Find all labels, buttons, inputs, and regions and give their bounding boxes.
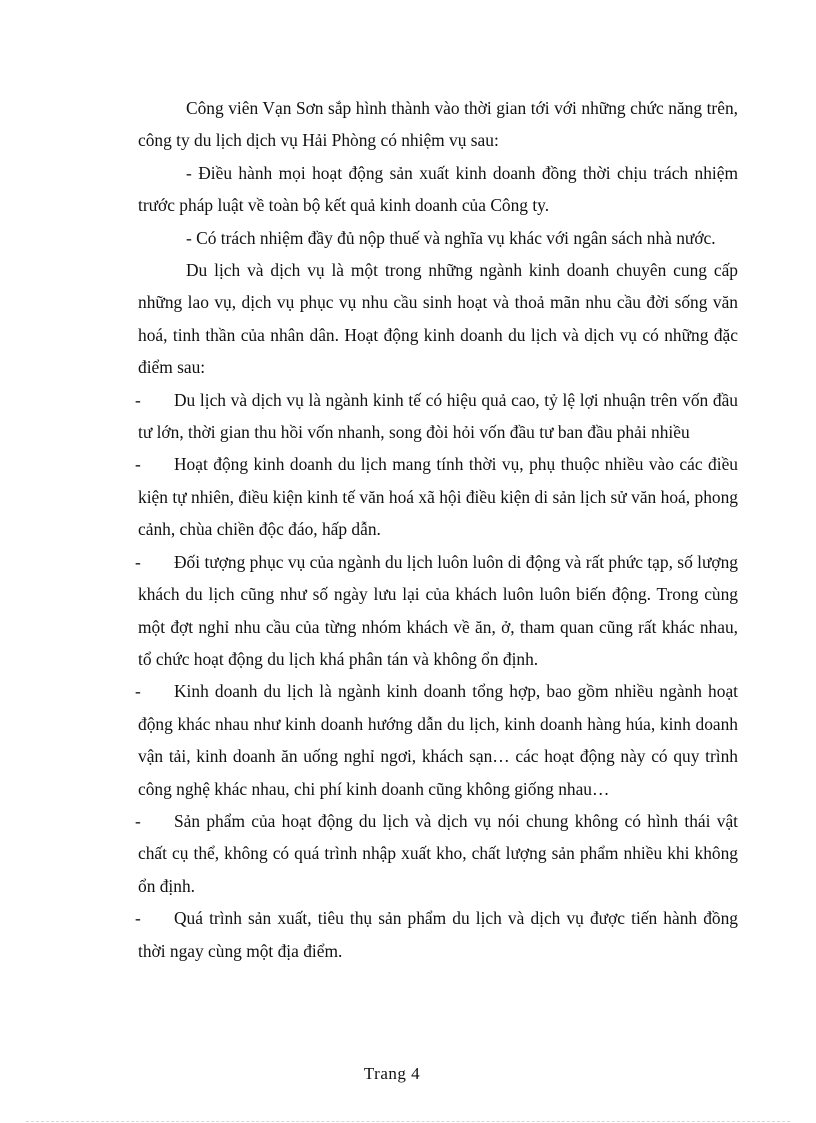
list-item: [135, 546, 738, 676]
bullet-dash: -: [135, 389, 141, 410]
list-item: [135, 448, 738, 545]
list-item-text: Quá trình sản xuất, tiêu thụ sản phẩm du lịch và dịch vụ được tiến hành đồng thời ngay cùng một địa điểm.: [138, 908, 738, 961]
paragraph-characteristics: Du lịch và dịch vụ là một trong những ngành kinh doanh chuyên cung cấp những lao vụ, dịch vụ phục vụ nhu cầu sinh hoạt và thoả mãn nhu cầu đời sống văn hoá, tinh thần của nhân dân. Hoạt động kinh doanh du lịch và dịch vụ có những đặc điểm sau:: [138, 260, 738, 378]
list-item-text: Kinh doanh du lịch là ngành kinh doanh tổng hợp, bao gồm nhiều ngành hoạt động khác nhau như kinh doanh hướng dẫn du lịch, kinh doanh hàng húa, kinh doanh vận tải, kinh doanh ăn uống nghỉ ngơi, khách sạn… các hoạt động này có quy trình công nghệ khác nhau, chi phí kinh doanh cũng không giống nhau…: [138, 681, 738, 799]
list-item-text: Du lịch và dịch vụ là ngành kinh tế có hiệu quả cao, tỷ lệ lợi nhuận trên vốn đầu tư lớn, thời gian thu hồi vốn nhanh, song đòi hỏi vốn đầu tư ban đầu phải nhiều: [138, 389, 738, 443]
duty-item-2: - Có trách nhiệm đầy đủ nộp thuế và nghĩa vụ khác với ngân sách nhà nước.: [186, 227, 716, 248]
list-item: [135, 805, 738, 902]
duty-item-1: - Điều hành mọi hoạt động sản xuất kinh doanh đồng thời chịu trách nhiệm trước pháp luật về toàn bộ kết quả kinh doanh của Công ty.: [138, 162, 738, 216]
page-number: Trang 4: [363, 1064, 421, 1083]
bullet-dash: -: [135, 810, 141, 831]
page-bottom-divider: [26, 1121, 790, 1122]
list-item: [135, 902, 738, 967]
bullet-dash: -: [135, 681, 141, 702]
bullet-dash: -: [135, 551, 141, 572]
list-item-text: Đối tượng phục vụ của ngành du lịch luôn luôn di động và rất phức tạp, số lượng khách du lịch cũng như số ngày lưu lại của khách luôn luôn biến động. Trong cùng một đợt nghỉ nhu cầu của từng nhóm khách về ăn, ở, tham quan cũng rất khác nhau, tổ chức hoạt động du lịch khá phân tán và không ổn định.: [138, 551, 738, 669]
list-item-text: Hoạt động kinh doanh du lịch mang tính thời vụ, phụ thuộc nhiều vào các điều kiện tự nhiên, điều kiện kinh tế văn hoá xã hội điều kiện di sản lịch sử văn hoá, phong cảnh, chùa chiền độc đáo, hấp dẫn.: [138, 454, 738, 540]
body-text: [135, 92, 738, 967]
list-item: [135, 675, 738, 805]
list-item-text: Sản phẩm của hoạt động du lịch và dịch vụ nói chung không có hình thái vật chất cụ thể, không có quá trình nhập xuất kho, chất lượng sản phẩm nhiều khi không ổn định.: [138, 810, 738, 896]
bullet-dash: -: [135, 908, 141, 929]
bullet-dash: -: [135, 454, 141, 475]
list-item: [135, 384, 738, 449]
paragraph-intro: Công viên Vạn Sơn sắp hình thành vào thời gian tới với những chức năng trên, công ty du lịch dịch vụ Hải Phòng có nhiệm vụ sau:: [138, 98, 738, 151]
